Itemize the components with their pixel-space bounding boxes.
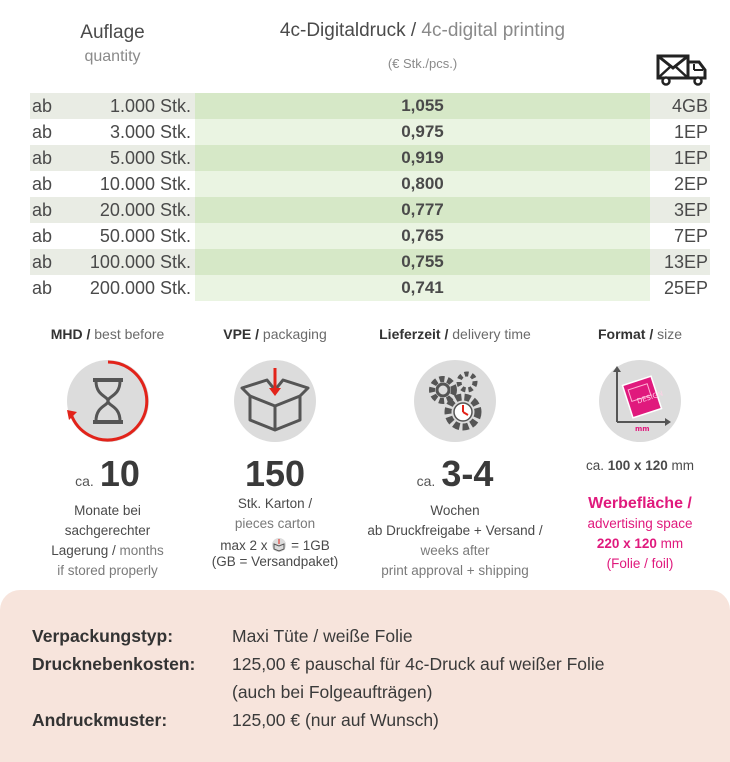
feature-best-before [30,326,185,581]
best-before-title-de: MHD / [50,326,91,342]
best-before-value-line [30,454,185,501]
price-row-price: 0,800 [195,171,650,197]
price-row [30,145,710,171]
best-before-line4: if stored properly [57,563,158,578]
info-extra-costs-note: (auch bei Folgeaufträgen) [232,682,433,702]
price-row-ab: ab [30,197,70,223]
price-row-price: 0,755 [195,249,650,275]
price-row-quantity: 100.000 Stk. [70,249,195,275]
truck-mail-icon [656,50,708,86]
best-before-title-en: best before [94,326,165,342]
price-row-quantity: 20.000 Stk. [70,197,195,223]
packaging-value: 150 [244,453,306,494]
delivery-title-de: Lieferzeit / [379,326,449,342]
best-before-ca: ca. [75,473,94,489]
format-adv-size-line [560,534,720,554]
delivery-line3: weeks after [420,543,490,558]
price-header [195,20,650,71]
best-before-line3-en: months [119,543,164,558]
price-row-quantity: 3.000 Stk. [70,119,195,145]
price-header-title-de: 4c-Digitaldruck / [279,20,417,41]
price-header-title [195,20,650,42]
price-row-ab: ab [30,145,70,171]
packaging-line1: Stk. Karton / [237,496,313,511]
info-proof-sample-value: 125,00 € (nur auf Wunsch) [232,710,439,730]
delivery-value: 3-4 [441,453,494,494]
quantity-header [30,22,195,66]
price-row-price: 0,765 [195,223,650,249]
best-before-title [30,326,185,346]
packaging-desc [195,494,355,570]
price-row-ab: ab [30,275,70,301]
format-size-line [560,456,720,476]
price-row-quantity: 1.000 Stk. [70,93,195,119]
format-adv-de: Werbefläche / [588,495,692,512]
packaging-title-en: packaging [262,326,327,342]
price-row [30,223,710,249]
format-title-de: Format / [597,326,654,342]
format-adv [560,494,720,574]
price-row-quantity: 50.000 Stk. [70,223,195,249]
info-row-proof-sample [32,710,439,731]
feature-delivery-time [355,326,555,581]
delivery-ca: ca. [416,473,436,489]
box-icon [230,356,320,446]
price-row-ab: ab [30,171,70,197]
packaging-title [195,326,355,346]
best-before-desc [30,501,185,581]
small-box-icon [271,538,287,552]
price-row-shipping: 25EP [650,275,710,301]
price-row [30,197,710,223]
price-header-title-en: 4c-digital printing [421,20,566,41]
price-row-quantity: 10.000 Stk. [70,171,195,197]
info-extra-costs-key: Drucknebenkosten: [32,654,196,674]
price-row [30,119,710,145]
price-row-ab: ab [30,223,70,249]
price-row [30,171,710,197]
packaging-line3 [195,538,355,554]
packaging-line2: pieces carton [234,516,316,531]
price-row-price: 0,975 [195,119,650,145]
info-extra-costs-value: 125,00 € pauschal für 4c-Druck auf weißer Folie [232,654,605,674]
format-title-en: size [657,326,683,342]
price-row-shipping: 1EP [650,119,710,145]
price-row-shipping: 1EP [650,145,710,171]
delivery-line1: Wochen [430,503,480,518]
price-row [30,93,710,119]
info-panel [0,590,730,762]
best-before-line2: sachgerechter [64,523,151,538]
format-size-unit: mm [671,458,695,473]
price-row-quantity: 200.000 Stk. [70,275,195,301]
price-row-shipping: 7EP [650,223,710,249]
packaging-title-de: VPE / [223,326,260,342]
delivery-line2: ab Druckfreigabe + Versand / [367,523,543,538]
price-row-ab: ab [30,249,70,275]
format-ca: ca. [585,458,604,473]
format-size-icon [595,356,685,446]
price-row-shipping: 2EP [650,171,710,197]
packaging-line3-a: max 2 x [220,538,268,553]
quantity-header-en: quantity [84,48,141,65]
best-before-line3-de: Lagerung / [51,543,116,558]
delivery-line4: print approval + shipping [381,563,529,578]
price-row-ab: ab [30,119,70,145]
format-title [560,326,720,346]
price-row-ab: ab [30,93,70,119]
format-adv-en: advertising space [587,516,693,531]
packaging-line4: (GB = Versandpaket) [211,554,339,569]
feature-format [560,326,720,574]
price-row [30,275,710,301]
price-row-price: 1,055 [195,93,650,119]
price-header-unit: (€ Stk./pcs.) [387,56,458,71]
packaging-line3-b: = 1GB [291,538,330,553]
price-row-quantity: 5.000 Stk. [70,145,195,171]
quantity-header-de: Auflage [80,22,145,43]
delivery-title-en: delivery time [452,326,531,342]
format-adv-title [560,494,720,514]
price-row [30,249,710,275]
feature-packaging [195,326,355,570]
best-before-value: 10 [99,453,140,494]
price-row-shipping: 3EP [650,197,710,223]
info-row-packaging-type [32,626,413,647]
info-row-extra-costs-note [32,682,432,703]
price-table [30,93,710,301]
info-proof-sample-key: Andruckmuster: [32,710,168,730]
price-row-price: 0,741 [195,275,650,301]
best-before-line1: Monate bei [74,503,141,518]
gears-clock-icon [410,356,500,446]
format-adv-unit: mm [660,536,684,551]
best-before-line3 [30,541,185,561]
info-row-extra-costs [32,654,605,675]
info-packaging-type-key: Verpackungstyp: [32,626,174,646]
delivery-desc [355,501,555,581]
format-adv-foil: (Folie / foil) [606,556,674,571]
format-adv-size: 220 x 120 [596,536,657,551]
hourglass-icon [63,356,153,446]
delivery-title [355,326,555,346]
format-icon-unit: mm [635,425,650,433]
format-icon-label: DESIGN [635,389,665,406]
delivery-value-line [355,454,555,501]
format-size: 100 x 120 [607,458,668,473]
price-row-price: 0,919 [195,145,650,171]
price-row-shipping: 13EP [650,249,710,275]
price-row-price: 0,777 [195,197,650,223]
info-packaging-type-value: Maxi Tüte / weiße Folie [232,626,413,646]
price-row-shipping: 4GB [650,93,710,119]
